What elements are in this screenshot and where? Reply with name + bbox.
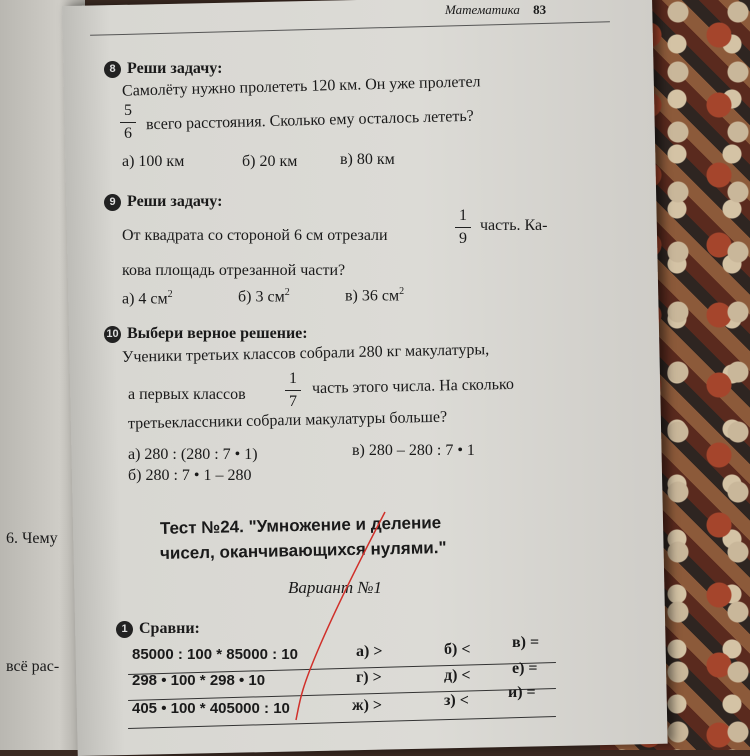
task1-row1-expr: 85000 : 100 * 85000 : 10: [132, 646, 298, 663]
task9-frac-den: 9: [459, 230, 467, 247]
task1-row1-a: а) >: [356, 643, 383, 660]
task9-frac-num: 1: [459, 207, 467, 224]
task8-option-c: в) 80 км: [340, 151, 395, 168]
task9-option-c: в) 36 $см^2$: [345, 286, 405, 305]
task8-line1: Самолёту нужно пролететь 120 км. Он уже пролетел: [121, 73, 481, 100]
task1-row2-a: г) >: [356, 669, 382, 686]
task1-row1-c: в) =: [512, 634, 540, 651]
task1-row3-a: ж) >: [352, 697, 383, 714]
test-variant: Вариант №1: [288, 578, 382, 597]
task10-frac-den: 7: [289, 393, 297, 410]
task8-number: 8: [104, 61, 121, 78]
task8-option-b: б) 20 км: [242, 153, 298, 170]
page-number: 83: [533, 2, 547, 17]
task8-line2: всего расстояния. Сколько ему осталось лететь?: [145, 107, 474, 134]
left-page-fragment-2: всё рас-: [6, 658, 60, 675]
task1-row2-b: д) <: [444, 667, 471, 684]
task8-option-a: а) 100 км: [122, 153, 185, 170]
task1-row3-b: з) <: [444, 692, 469, 709]
task1-row1-b: б) <: [444, 641, 471, 658]
task10-line1: Ученики третьих классов собрали 280 кг макулатуры,: [121, 341, 490, 366]
task1-number: 1: [116, 621, 133, 638]
task9-title: Реши задачу:: [127, 193, 223, 210]
task9-option-a: а) 4 $см^2$: [122, 289, 173, 308]
task10-number: 10: [104, 326, 121, 343]
task9-number: 9: [104, 194, 121, 211]
task10-line3: третьеклассники собрали макулатуры больше?: [127, 408, 448, 433]
test-title-line1: Тест №24. "Умножение и деление: [159, 513, 442, 538]
task9-option-b: б) 3 $см^2$: [238, 287, 290, 306]
left-page-fragment-1: 6. Чему: [6, 530, 58, 547]
task10-frac-num: 1: [289, 370, 297, 387]
task10-line2-end: часть этого числа. На сколько: [311, 375, 515, 398]
task1-row2-expr: 298 • 100 * 298 • 10: [132, 672, 266, 689]
header-title: Математика: [445, 2, 520, 17]
task10-option-a: а) 280 : (280 : 7 • 1): [128, 446, 258, 463]
task10-title: Выбери верное решение:: [127, 325, 308, 342]
test-title-line2: чисел, оканчивающихся нулями.": [159, 538, 447, 563]
task10-option-b: б) 280 : 7 • 1 – 280: [128, 467, 252, 484]
task10-line2: а первых классов: [128, 386, 246, 403]
task9-line1: От квадрата со стороной 6 см отрезали: [122, 227, 388, 244]
task8-frac-den: 6: [124, 125, 132, 142]
task1-row2-c: е) =: [512, 660, 538, 677]
task9-line1-end: часть. Ка-: [480, 217, 548, 234]
task1-title: Сравни:: [139, 620, 200, 637]
task10-option-c: в) 280 – 280 : 7 • 1: [352, 442, 475, 459]
task1-row3-expr: 405 • 100 * 405000 : 10: [132, 700, 290, 717]
task8-frac-num: 5: [124, 102, 132, 119]
task8-title: Реши задачу:: [127, 60, 223, 77]
task1-row3-c: и) =: [508, 684, 536, 701]
task9-line2: кова площадь отрезанной части?: [122, 262, 346, 279]
